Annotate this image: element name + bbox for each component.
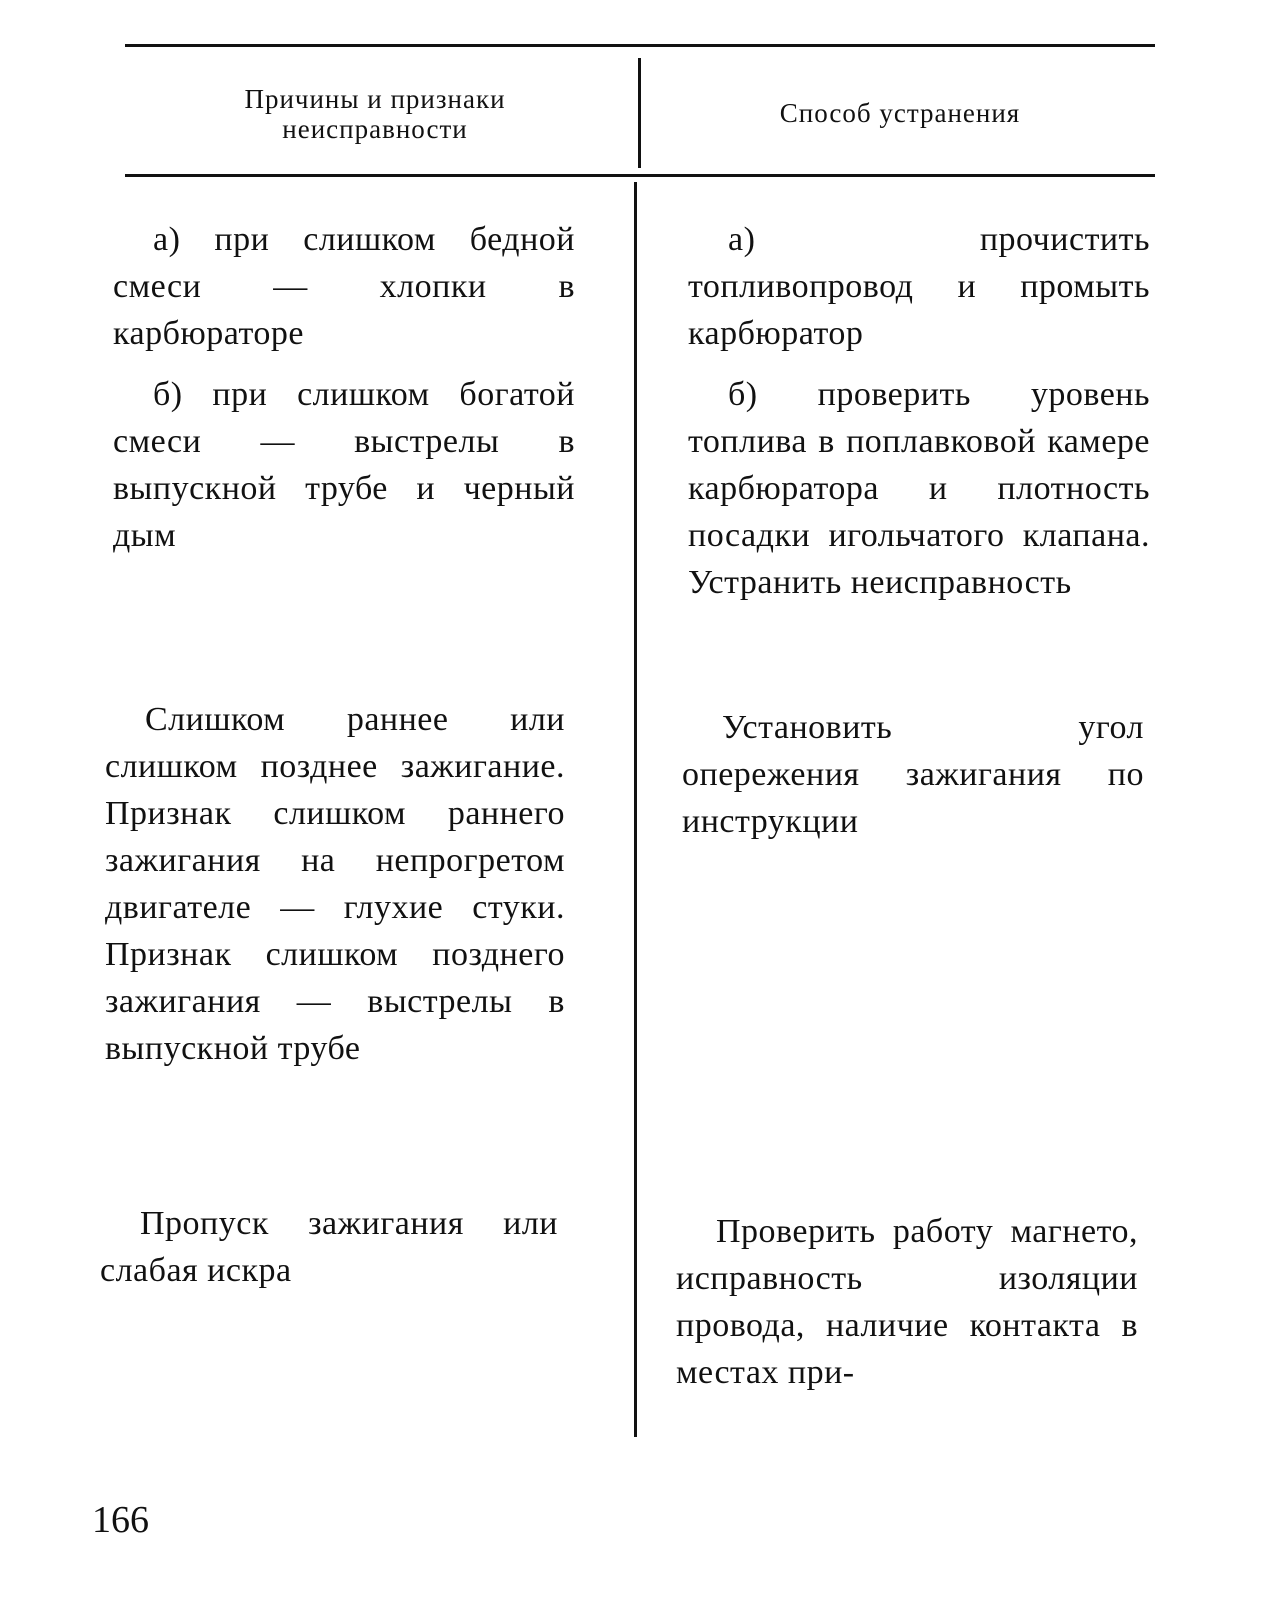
header-causes bbox=[180, 84, 570, 144]
header-remedy: Способ устранения bbox=[779, 98, 1021, 128]
header-causes-line-1: Причины и признаки bbox=[244, 84, 506, 114]
row-1-remedy-b: б) проверить уровень топлива в поплавковой камере карбюратора и плотность посадки игольчатого клапана. Устранить неисправность bbox=[688, 376, 1150, 601]
row-2-cause bbox=[105, 696, 565, 1072]
header-bottom-rule bbox=[125, 174, 1155, 177]
table-top-rule bbox=[125, 44, 1155, 47]
row-2-remedy bbox=[682, 704, 1144, 845]
row-1-remedy-a: а) прочистить топливопровод и промыть карбюратор bbox=[688, 221, 1150, 352]
row-1-cause bbox=[113, 216, 575, 559]
row-3-remedy-text: Проверить работу магнето, исправность изоляции провода, наличие контакта в местах при- bbox=[676, 1213, 1138, 1391]
row-2-cause-text: Слишком раннее или слишком позднее зажигание. Признак слишком раннего зажигания на непрогретом двигателе — глухие стуки. Признак слишком позднего зажигания — выстрелы в выпускной трубе bbox=[105, 701, 565, 1067]
body-column-divider bbox=[634, 182, 637, 1437]
row-3-cause bbox=[100, 1200, 558, 1294]
row-3-cause-text: Пропуск зажигания или слабая искра bbox=[100, 1205, 558, 1289]
row-1-remedy bbox=[688, 216, 1150, 606]
header-causes-line-2: неисправности bbox=[282, 114, 468, 144]
page-number: 166 bbox=[92, 1499, 149, 1541]
row-3-remedy bbox=[676, 1208, 1138, 1396]
row-1-cause-a: а) при слишком бедной смеси — хлопки в карбюраторе bbox=[113, 221, 575, 352]
row-1-cause-b: б) при слишком богатой смеси — выстрелы в выпускной трубе и черный дым bbox=[113, 376, 575, 554]
header-column-divider bbox=[638, 58, 641, 168]
row-2-remedy-text: Установить угол опережения зажигания по инструкции bbox=[682, 709, 1144, 840]
